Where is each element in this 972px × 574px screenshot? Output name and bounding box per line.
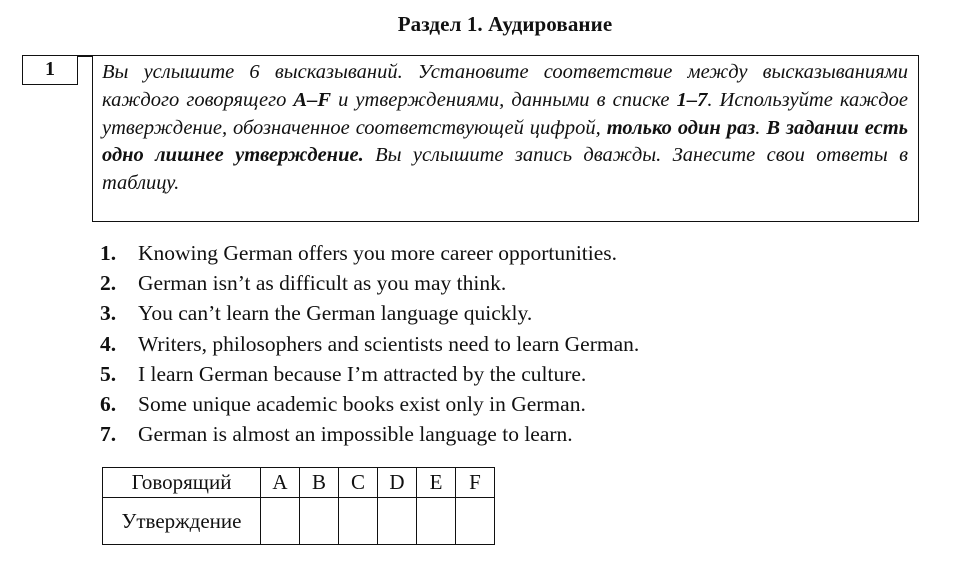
- statement-number: 4.: [100, 331, 117, 356]
- statement-header: Утверждение: [103, 498, 261, 545]
- answer-table: [102, 467, 495, 545]
- section-title: Раздел 1. Аудирование: [397, 12, 613, 36]
- statement-number: 3.: [100, 301, 117, 326]
- statement-number: 1.: [100, 241, 117, 265]
- list-item: [100, 359, 639, 389]
- answer-cell[interactable]: [339, 498, 378, 545]
- list-item: [100, 268, 639, 298]
- speaker-letter: F: [456, 468, 495, 498]
- speaker-letter: C: [339, 468, 378, 498]
- statement-text: Knowing German offers you more career opportunities.: [138, 241, 618, 265]
- instructions-part: Вы услышите 6 высказываний. Установите соответствие между высказываниями каждого говорящего: [102, 61, 908, 111]
- divider: [78, 55, 92, 57]
- list-item: [100, 389, 639, 419]
- instructions-part: Вы услышите запись дважды. Занесите свои ответы в таблицу.: [102, 144, 908, 195]
- list-item: [100, 329, 639, 359]
- instructions-part: и утверждениями, данными в списке: [331, 88, 677, 111]
- instructions-box: [92, 55, 919, 222]
- answer-cell[interactable]: [417, 498, 456, 545]
- list-item: [100, 298, 639, 328]
- emphasis-once: только один раз: [606, 116, 756, 139]
- statement-text: You can’t learn the German language quickly.: [138, 301, 533, 326]
- task-number-box: 1: [22, 55, 78, 85]
- statement-number: 6.: [100, 392, 117, 417]
- speaker-letter: B: [300, 468, 339, 498]
- table-row: [103, 498, 495, 545]
- answer-cell[interactable]: [378, 498, 417, 545]
- list-item: [100, 419, 639, 449]
- statement-number: 2.: [100, 271, 117, 296]
- statement-number: 5.: [100, 361, 117, 386]
- speaker-letter: E: [417, 468, 456, 498]
- speaker-header: Говорящий: [103, 468, 261, 498]
- statement-text: I learn German because I’m attracted by the culture.: [138, 361, 587, 386]
- statement-text: Writers, philosophers and scientists need to learn German.: [138, 331, 640, 356]
- statement-text: German is almost an impossible language to learn.: [138, 422, 573, 447]
- speaker-letter: A: [261, 468, 300, 498]
- speaker-letter: D: [378, 468, 417, 498]
- list-item: [100, 238, 639, 268]
- statements-list: [100, 238, 639, 449]
- statement-text: German isn’t as difficult as you may think.: [138, 271, 507, 296]
- table-row: [103, 468, 495, 498]
- statement-text: Some unique academic books exist only in German.: [138, 392, 586, 417]
- answer-cell[interactable]: [456, 498, 495, 545]
- instructions-part: . Используйте каждое утверждение, обозначенное соответствующей цифрой,: [102, 88, 908, 139]
- answer-cell[interactable]: [261, 498, 300, 545]
- statement-range: 1–7: [676, 88, 708, 111]
- answer-cell[interactable]: [300, 498, 339, 545]
- speaker-range: A–F: [293, 88, 332, 111]
- statement-number: 7.: [100, 422, 117, 447]
- emphasis-extra-statement: В задании есть одно лишнее утверждение.: [102, 116, 909, 167]
- instructions-text: [102, 59, 908, 198]
- instructions-part: .: [755, 116, 767, 139]
